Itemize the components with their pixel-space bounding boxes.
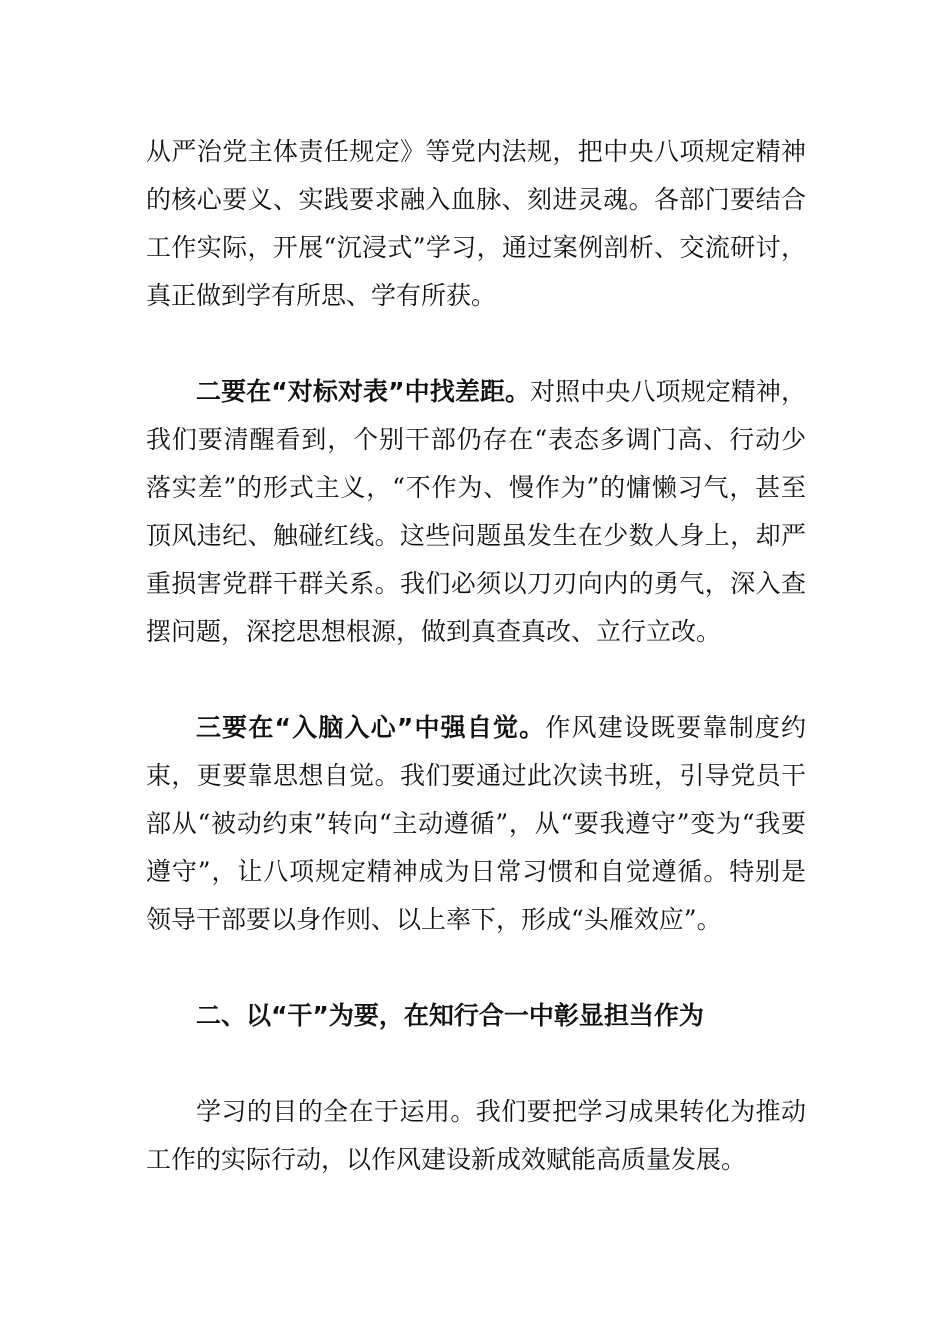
paragraph-body: 对照中央八项规定精神，我们要清醒看到，个别干部仍存在“表态多调门高、行动少落实差”的形式主义，“不作为、慢作为”的慵懒习气，甚至顶风违纪、触碰红线。这些问题虽发生在少数人身上，却严重损害党群干群关系。我们必须以刀刃向内的勇气，深入查摆问题，深挖思想根源，做到真查真改、立行立改。 — [146, 377, 806, 646]
paragraph-lead-heading: 三要在“入脑入心”中强自觉。 — [196, 713, 546, 742]
paragraph-continuation: 从严治党主体责任规定》等党内法规，把中央八项规定精神的核心要义、实践要求融入血脉、刻进灵魂。各部门要结合工作实际，开展“沉浸式”学习，通过案例剖析、交流研讨，真正做到学有所思、学有所获。 — [146, 137, 806, 310]
paragraph-spacer — [146, 944, 806, 992]
paragraph-spacer — [146, 320, 806, 368]
paragraph-spacer — [146, 1040, 806, 1088]
section-heading: 二、以“干”为要，在知行合一中彰显担当作为 — [196, 1001, 704, 1030]
paragraph-point-two — [146, 368, 806, 656]
paragraph-body: 作风建设既要靠制度约束，更要靠思想自觉。我们要通过此次读书班，引导党员干部从“被动约束”转向“主动遵循”，从“要我遵守”变为“我要遵守”，让八项规定精神成为日常习惯和自觉遵循。特别是领导干部要以身作则、以上率下，形成“头雁效应”。 — [146, 713, 806, 934]
paragraph-spacer — [146, 656, 806, 704]
paragraph-lead-heading: 二要在“对标对表”中找差距。 — [196, 377, 531, 406]
document-page — [146, 128, 806, 1184]
paragraph-point-three — [146, 704, 806, 944]
paragraph-section-intro: 学习的目的全在于运用。我们要把学习成果转化为推动工作的实际行动，以作风建设新成效赋能高质量发展。 — [146, 1097, 806, 1174]
